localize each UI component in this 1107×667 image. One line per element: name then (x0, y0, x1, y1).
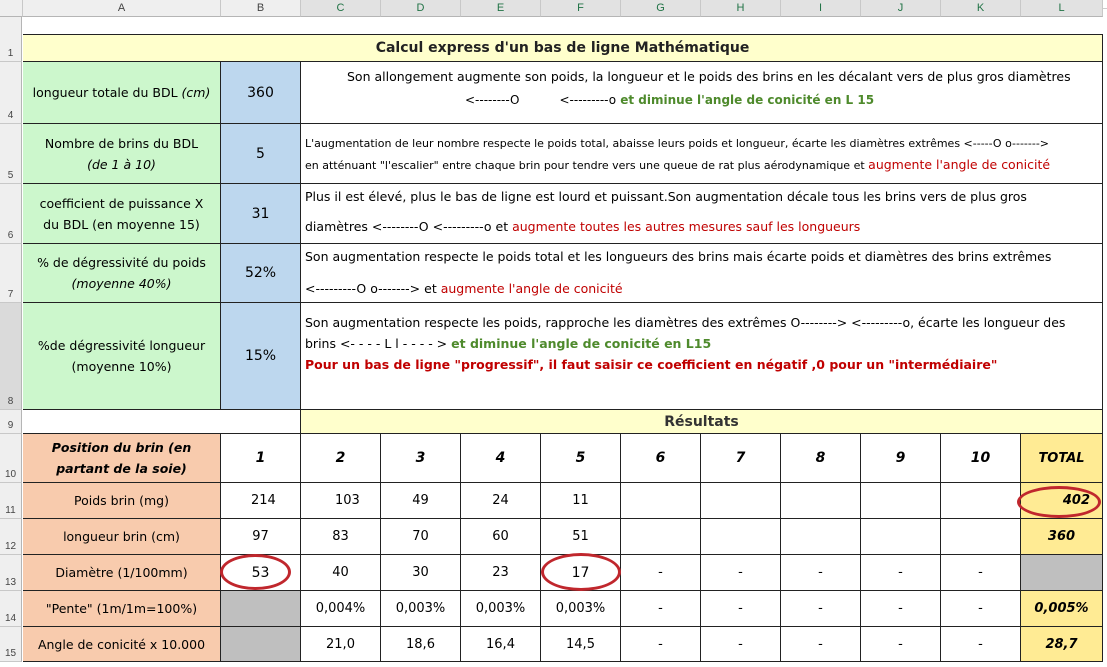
position-header-6[interactable]: 6 (621, 434, 701, 483)
cell-length-6[interactable] (621, 519, 701, 555)
desc-effect-text: augmente l'angle de conicité (868, 157, 1051, 172)
row-header-5[interactable]: 5 (0, 124, 22, 184)
cell-slope-5[interactable]: 0,003% (541, 591, 621, 627)
desc-weight-degress[interactable] (301, 244, 1103, 303)
cell-slope-9[interactable]: - (861, 591, 941, 627)
cell-length-1[interactable]: 97 (221, 519, 301, 555)
cell-taper-angle-1[interactable] (221, 627, 301, 662)
cell-diameter-2[interactable]: 40 (301, 555, 381, 591)
cell-taper-angle-6[interactable]: - (621, 627, 701, 662)
cell-taper-angle-3[interactable]: 18,6 (381, 627, 461, 662)
cell-weight-10[interactable] (941, 483, 1021, 519)
desc-text: Plus il est élevé, plus le bas de ligne est lourd et puissant.Son augmentation décale tous les brins vers de plus gros (305, 189, 1027, 204)
cell-weight-5[interactable]: 11 (541, 483, 621, 519)
cell-slope-3[interactable]: 0,003% (381, 591, 461, 627)
cell-taper-angle-2[interactable]: 21,0 (301, 627, 381, 662)
param-label-power[interactable] (23, 184, 221, 244)
row-header-15[interactable]: 15 (0, 627, 22, 662)
param-label-length-degress[interactable] (23, 303, 221, 410)
param-label-text: %de dégressivité longueur (37, 338, 206, 353)
param-label-avg: du BDL (en moyenne 15) (43, 216, 200, 232)
column-header-b[interactable]: B (221, 0, 301, 17)
param-value-count[interactable]: 5 (221, 124, 301, 184)
row-header-1[interactable]: 1 (0, 17, 22, 62)
row-label-weight[interactable]: Poids brin (mg) (23, 483, 221, 519)
row-label-length[interactable]: longueur brin (cm) (23, 519, 221, 555)
param-value-length-degress[interactable]: 15% (221, 303, 301, 410)
desc-count[interactable] (301, 124, 1103, 184)
select-all-corner[interactable] (0, 0, 23, 17)
cell-length-7[interactable] (701, 519, 781, 555)
cell-taper-angle-7[interactable]: - (701, 627, 781, 662)
position-header-9[interactable]: 9 (861, 434, 941, 483)
desc-effect-text: augmente toutes les autres mesures sauf les longueurs (512, 219, 861, 234)
total-taper-angle[interactable]: 28,7 (1021, 627, 1103, 662)
position-header-2[interactable]: 2 (301, 434, 381, 483)
column-header-g[interactable]: G (621, 0, 701, 17)
position-header-4[interactable]: 4 (461, 434, 541, 483)
column-header-e[interactable]: E (461, 0, 541, 17)
position-header-7[interactable]: 7 (701, 434, 781, 483)
desc-text: <---------O o-------> et (305, 281, 441, 296)
cell-weight-9[interactable] (861, 483, 941, 519)
param-label-text: coefficient de puissance X (39, 195, 204, 211)
column-header-i[interactable]: I (781, 0, 861, 17)
cell-length-9[interactable] (861, 519, 941, 555)
cell-weight-2[interactable]: 103 (301, 483, 381, 519)
param-label-avg: (moyenne 10%) (71, 359, 172, 374)
cell-weight-1[interactable]: 214 (221, 483, 301, 519)
desc-text: Son allongement augmente son poids, la longueur et le poids des brins en les décalant vers de plus gros diamètres (347, 69, 1071, 84)
results-title[interactable]: Résultats (301, 410, 1103, 434)
cell-slope-7[interactable]: - (701, 591, 781, 627)
desc-text: Son augmentation respecte les poids, rapproche les diamètres des extrêmes O--------> <---------o, écarte les longueur des (305, 315, 1066, 330)
position-header-8[interactable]: 8 (781, 434, 861, 483)
cell-slope-4[interactable]: 0,003% (461, 591, 541, 627)
cell-length-3[interactable]: 70 (381, 519, 461, 555)
param-label-text: Nombre de brins du BDL (44, 135, 199, 151)
cell-diameter-6[interactable]: - (621, 555, 701, 591)
cell-length-8[interactable] (781, 519, 861, 555)
position-header-1[interactable]: 1 (221, 434, 301, 483)
column-header-f[interactable]: F (541, 0, 621, 17)
cell-diameter-9[interactable]: - (861, 555, 941, 591)
param-label-avg: (moyenne 40%) (71, 276, 172, 291)
column-header-j[interactable]: J (861, 0, 941, 17)
desc-text: L'augmentation de leur nombre respecte le poids total, abaisse leurs poids et longueur, écarte les diamètres extrêmes <-----O o-------> (305, 137, 1050, 150)
cell-slope-2[interactable]: 0,004% (301, 591, 381, 627)
row-label-slope[interactable]: "Pente" (1m/1m=100%) (23, 591, 221, 627)
param-value-weight-degress[interactable]: 52% (221, 244, 301, 303)
arrow-left-small-text: <---------o (559, 93, 617, 107)
row-header-12[interactable]: 12 (0, 519, 22, 555)
cell-weight-6[interactable] (621, 483, 701, 519)
desc-effect-text: et diminue l'angle de conicité en L 15 (616, 93, 875, 107)
column-header-d[interactable]: D (381, 0, 461, 17)
desc-length-degress[interactable] (301, 303, 1103, 410)
desc-text: Son augmentation respecte le poids total et les longueurs des brins mais écarte poids et diamètres des brins extrêmes (305, 249, 1052, 264)
cell-slope-1[interactable] (221, 591, 301, 627)
total-header[interactable]: TOTAL (1021, 434, 1103, 483)
cell-diameter-1[interactable]: 53 (221, 555, 301, 591)
desc-text: diamètres <--------O <---------o et (305, 219, 513, 234)
cell-length-5[interactable]: 51 (541, 519, 621, 555)
column-header-c[interactable]: C (301, 0, 381, 17)
cell-weight-3[interactable]: 49 (381, 483, 461, 519)
row-header-14[interactable]: 14 (0, 591, 22, 627)
param-label-unit: (cm) (181, 85, 211, 100)
total-weight[interactable]: 402 (1021, 483, 1103, 519)
cell-taper-angle-8[interactable]: - (781, 627, 861, 662)
total-diameter[interactable] (1021, 555, 1103, 591)
cell-length-2[interactable]: 83 (301, 519, 381, 555)
desc-effect-text: et diminue l'angle de conicité en L15 (451, 336, 712, 351)
position-header-3[interactable]: 3 (381, 434, 461, 483)
position-header-label[interactable]: Position du brin (en partant de la soie) (23, 434, 221, 483)
hidden-rows-gap (23, 17, 1103, 35)
cell-diameter-7[interactable]: - (701, 555, 781, 591)
param-label-range: (de 1 à 10) (87, 156, 156, 172)
arrow-left-text: <--------O (465, 93, 520, 107)
total-length[interactable]: 360 (1021, 519, 1103, 555)
cell-slope-10[interactable]: - (941, 591, 1021, 627)
column-header-h[interactable]: H (701, 0, 781, 17)
position-header-10[interactable]: 10 (941, 434, 1021, 483)
desc-text: brins <- - - - L l - - - - > (305, 336, 452, 351)
row-label-diameter[interactable]: Diamètre (1/100mm) (23, 555, 221, 591)
cell-taper-angle-9[interactable]: - (861, 627, 941, 662)
row-header-10[interactable]: 10 (0, 434, 22, 483)
param-label-count[interactable] (23, 124, 221, 184)
cell-diameter-3[interactable]: 30 (381, 555, 461, 591)
param-label-text: % de dégressivité du poids (37, 255, 206, 270)
cell-diameter-5[interactable]: 17 (541, 555, 621, 591)
cell-length-10[interactable] (941, 519, 1021, 555)
row-label-taper-angle[interactable]: Angle de conicité x 10.000 (23, 627, 221, 662)
desc-effect-text: augmente l'angle de conicité (440, 281, 623, 296)
desc-note-text: Pour un bas de ligne "progressif", il faut saisir ce coefficient en négatif ,0 pour un "intermédiaire" (305, 357, 998, 372)
desc-length[interactable] (301, 62, 1103, 124)
cell-slope-8[interactable]: - (781, 591, 861, 627)
results-left-blank[interactable] (23, 410, 301, 434)
row-header-4[interactable]: 4 (0, 62, 22, 124)
cell-taper-angle-5[interactable]: 14,5 (541, 627, 621, 662)
param-label-length[interactable] (23, 62, 221, 124)
position-header-5[interactable]: 5 (541, 434, 621, 483)
cell-diameter-10[interactable]: - (941, 555, 1021, 591)
param-value-length[interactable]: 360 (221, 62, 301, 124)
column-header-l[interactable]: L (1021, 0, 1103, 17)
sheet-title[interactable]: Calcul express d'un bas de ligne Mathématique (23, 35, 1103, 62)
row-header-8[interactable]: 8 (0, 303, 22, 410)
param-value-power[interactable]: 31 (221, 184, 301, 244)
row-header-9[interactable]: 9 (0, 410, 22, 434)
column-header-a[interactable]: A (23, 0, 221, 17)
param-label-weight-degress[interactable] (23, 244, 221, 303)
cell-diameter-4[interactable]: 23 (461, 555, 541, 591)
row-header-6[interactable]: 6 (0, 184, 22, 244)
column-header-k[interactable]: K (941, 0, 1021, 17)
cell-slope-6[interactable]: - (621, 591, 701, 627)
desc-power[interactable] (301, 184, 1103, 244)
cell-taper-angle-10[interactable]: - (941, 627, 1021, 662)
param-label-text: longueur totale du BDL (32, 85, 182, 100)
row-header-13[interactable]: 13 (0, 555, 22, 591)
total-slope[interactable]: 0,005% (1021, 591, 1103, 627)
desc-text: en atténuant "l'escalier" entre chaque brin pour tendre vers une queue de rat plus aérodynamique et (305, 159, 869, 172)
row-header-7[interactable]: 7 (0, 244, 22, 303)
cell-diameter-8[interactable]: - (781, 555, 861, 591)
cell-weight-4[interactable]: 24 (461, 483, 541, 519)
cell-taper-angle-4[interactable]: 16,4 (461, 627, 541, 662)
row-header-11[interactable]: 11 (0, 483, 22, 519)
cell-weight-8[interactable] (781, 483, 861, 519)
cell-weight-7[interactable] (701, 483, 781, 519)
cell-length-4[interactable]: 60 (461, 519, 541, 555)
